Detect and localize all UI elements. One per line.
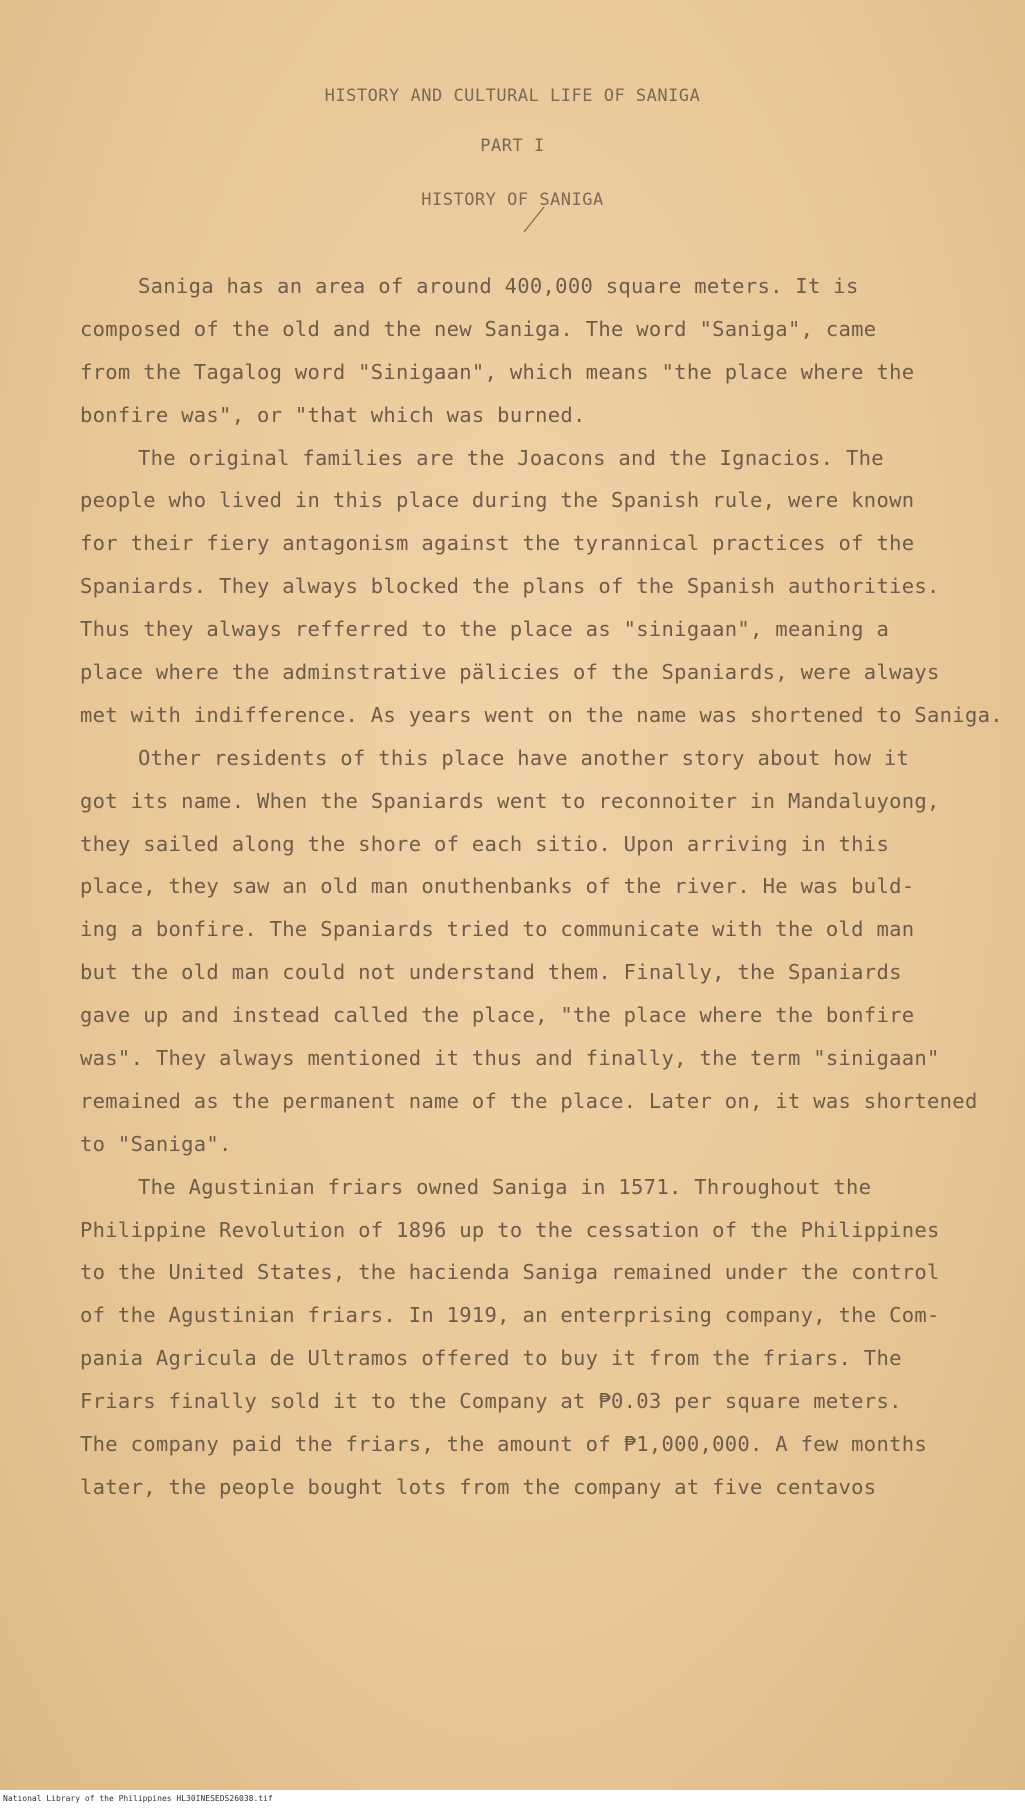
paragraph-3-line: gave up and instead called the place, "the place where the bonfire [80,1003,915,1028]
pen-mark [520,205,550,235]
paragraph-3-line: place, they saw an old man onuthenbanks of the river. He was buld- [80,874,915,899]
paragraph-2-line: people who lived in this place during the Spanish rule, were known [80,488,915,513]
paragraph-3-line: to "Saniga". [80,1131,232,1156]
paragraph-3-line: they sailed along the shore of each sitio. Upon arriving in this [80,831,890,856]
paragraph-3-line: Other residents of this place have another story about how it [138,745,910,770]
paragraph-2-line: The original families are the Joacons and the Ignacios. The [138,445,884,470]
paragraph-4-line: pania Agricula de Ultramos offered to buy it from the friars. The [80,1346,902,1371]
paragraph-3-line: remained as the permanent name of the place. Later on, it was shortened [80,1088,978,1113]
paragraph-4-line: of the Agustinian friars. In 1919, an enterprising company, the Com- [80,1303,940,1328]
paragraph-1-line: bonfire was", or "that which was burned. [80,402,586,427]
paragraph-2-line: met with indifference. As years went on the name was shortened to Saniga. [80,702,1003,727]
footer-text: National Library of the Philippines HL30INESEDS26038.tif [3,1794,273,1803]
scan-footer [0,1790,1025,1808]
paragraph-3-line: got its name. When the Spaniards went to reconnoiter in Mandaluyong, [80,788,940,813]
paragraph-2-line: place where the adminstrative pälicies of the Spaniards, were always [80,660,940,685]
paragraph-4-line: The company paid the friars, the amount of ₱1,000,000. A few months [80,1432,928,1457]
paragraph-3-line: ing a bonfire. The Spaniards tried to communicate with the old man [80,917,915,942]
paragraph-4-line: Friars finally sold it to the Company at ₱0.03 per square meters. [80,1389,902,1414]
paragraph-1-line: from the Tagalog word "Sinigaan", which means "the place where the [80,359,915,384]
paragraph-2-line: Spaniards. They always blocked the plans of the Spanish authorities. [80,574,940,599]
paragraph-2-line: for their fiery antagonism against the tyrannical practices of the [80,531,915,556]
document-title: HISTORY AND CULTURAL LIFE OF SANIGA [324,86,701,106]
paragraph-3-line: but the old man could not understand them. Finally, the Spaniards [80,960,902,985]
part-heading: PART I [480,136,545,156]
paragraph-4-line: Philippine Revolution of 1896 up to the cessation of the Philippines [80,1217,940,1242]
paragraph-3-line: was". They always mentioned it thus and finally, the term "sinigaan" [80,1046,940,1071]
document-body [80,265,1020,1509]
section-heading: HISTORY OF SANIGA [421,190,604,210]
paragraph-1-line: Saniga has an area of around 400,000 square meters. It is [138,274,859,298]
paragraph-2-line: Thus they always refferred to the place as "sinigaan", meaning a [80,617,890,642]
paragraph-1-line: composed of the old and the new Saniga. The word "Saniga", came [80,316,877,341]
paragraph-4-line: The Agustinian friars owned Saniga in 1571. Throughout the [138,1174,872,1199]
paragraph-4-line: to the United States, the hacienda Saniga remained under the control [80,1260,940,1285]
paragraph-4-line: later, the people bought lots from the company at five centavos [80,1474,877,1499]
